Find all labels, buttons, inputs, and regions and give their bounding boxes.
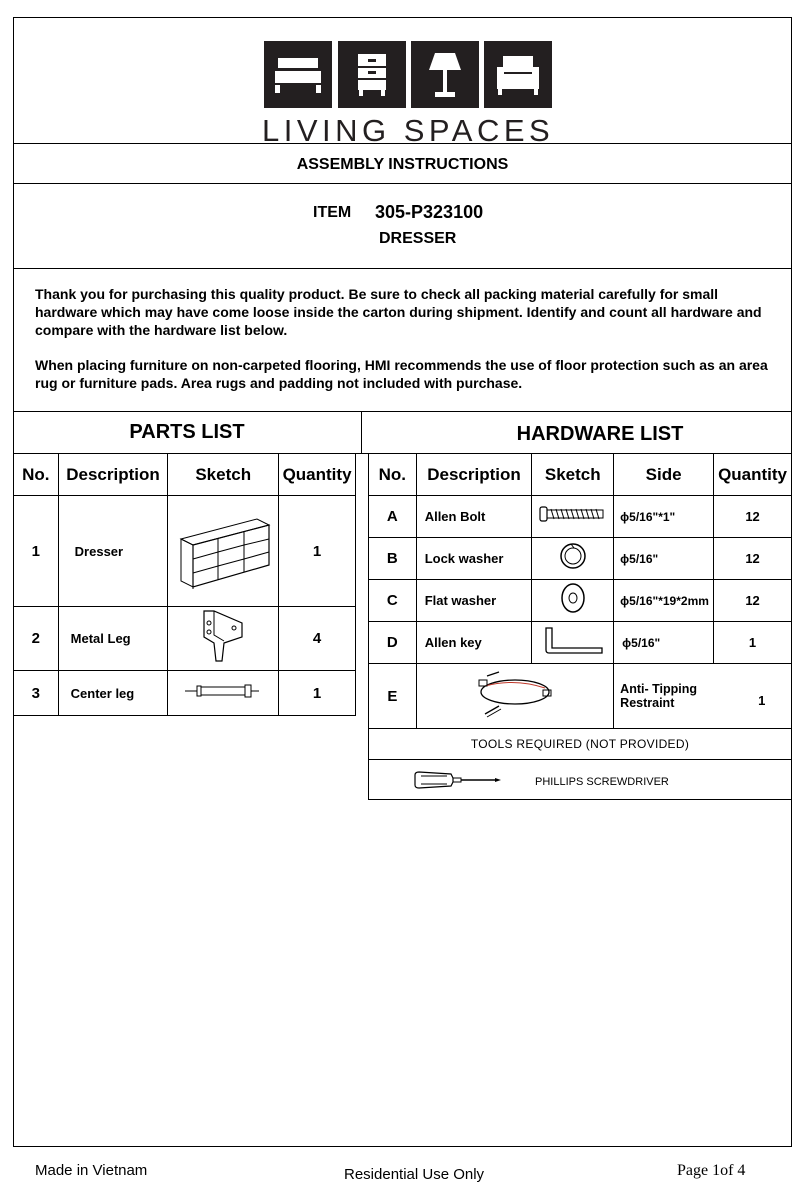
- hardware-description: Flat washer: [416, 580, 532, 622]
- table-row: [14, 607, 356, 671]
- residential-use-label: Residential Use Only: [344, 1166, 485, 1183]
- restraint-details: [614, 664, 792, 729]
- hardware-table: [368, 453, 792, 800]
- part-description: Dresser: [58, 496, 168, 607]
- part-description: Center leg: [58, 671, 168, 716]
- divider: [13, 411, 792, 412]
- dresser-sketch: [168, 496, 279, 607]
- allen-key-sketch: [532, 622, 614, 664]
- hardware-quantity: 1: [758, 692, 766, 708]
- page-number: Page 1of 4: [677, 1162, 746, 1179]
- table-row: [369, 580, 792, 622]
- header-no: No.: [14, 454, 59, 496]
- hardware-description: Allen Bolt: [416, 496, 532, 538]
- table-row: [369, 622, 792, 664]
- table-row: [14, 671, 356, 716]
- hardware-no: D: [369, 622, 417, 664]
- header-sketch: Sketch: [532, 454, 614, 496]
- item-label: ITEM: [313, 204, 352, 221]
- metal-leg-sketch: [168, 607, 279, 671]
- table-row: [369, 496, 792, 538]
- hardware-no: B: [369, 538, 417, 580]
- hardware-quantity: 12: [714, 580, 792, 622]
- intro-paragraph: When placing furniture on non-carpeted flooring, HMI recommends the use of floor protection such as an area rug or furniture pads. Area rugs and padding not included with purchase.: [35, 357, 768, 391]
- restraint-sketch: [416, 664, 613, 729]
- lamp-icon: [411, 41, 479, 108]
- made-in-label: Made in Vietnam: [35, 1162, 148, 1179]
- header-description: Description: [58, 454, 168, 496]
- header-quantity: Quantity: [279, 454, 356, 496]
- hardware-no: A: [369, 496, 417, 538]
- table-header-row: [369, 454, 792, 496]
- hardware-no: C: [369, 580, 417, 622]
- divider: [13, 143, 792, 144]
- part-quantity: 1: [279, 496, 356, 607]
- header-sketch: Sketch: [168, 454, 279, 496]
- intro-paragraph: Thank you for purchasing this quality product. Be sure to check all packing material carefully for small hardware which may have come loose inside the carton during shipment. Identify and count all hardware and compare with the hardware list below.: [35, 286, 762, 338]
- flat-washer-sketch: [532, 580, 614, 622]
- divider: [13, 183, 792, 184]
- hardware-description: Lock washer: [416, 538, 532, 580]
- header-description: Description: [416, 454, 532, 496]
- part-quantity: 1: [279, 671, 356, 716]
- part-quantity: 4: [279, 607, 356, 671]
- brand-name: LIVING SPACES: [262, 113, 555, 148]
- table-row: [14, 496, 356, 607]
- tool-cell: [369, 760, 792, 800]
- divider: [13, 268, 792, 269]
- screwdriver-icon: [413, 770, 503, 790]
- hardware-no: E: [369, 664, 417, 729]
- hardware-side: ϕ5/16": [614, 538, 714, 580]
- part-no: 1: [14, 496, 59, 607]
- hardware-quantity: 1: [714, 622, 792, 664]
- part-no: 3: [14, 671, 59, 716]
- parts-list-title: PARTS LIST: [129, 421, 245, 443]
- table-row: [369, 760, 792, 800]
- table-row: [369, 538, 792, 580]
- hardware-side: ϕ5/16"*19*2mm: [614, 580, 714, 622]
- hardware-quantity: 12: [714, 538, 792, 580]
- header-quantity: Quantity: [714, 454, 792, 496]
- header-side: Side: [614, 454, 714, 496]
- intro-text: [35, 285, 780, 392]
- header-no: No.: [369, 454, 417, 496]
- nightstand-icon: [338, 41, 406, 108]
- hardware-side: ϕ5/16": [614, 622, 714, 664]
- table-header-row: [14, 454, 356, 496]
- divider: [361, 411, 362, 453]
- hardware-list-title: HARDWARE LIST: [516, 423, 684, 445]
- table-row: [369, 664, 792, 729]
- parts-table: [13, 453, 356, 716]
- hardware-description: Anti- Tipping Restraint: [620, 682, 698, 710]
- lock-washer-sketch: [532, 538, 614, 580]
- bolt-sketch: [532, 496, 614, 538]
- hardware-description: Allen key: [416, 622, 532, 664]
- tools-required-label: TOOLS REQUIRED (NOT PROVIDED): [369, 729, 792, 760]
- hardware-side: ϕ5/16"*1": [614, 496, 714, 538]
- center-leg-sketch: [168, 671, 279, 716]
- hardware-quantity: 12: [714, 496, 792, 538]
- table-row: [369, 729, 792, 760]
- part-description: Metal Leg: [58, 607, 168, 671]
- tool-label: PHILLIPS SCREWDRIVER: [535, 775, 669, 788]
- page-title: ASSEMBLY INSTRUCTIONS: [296, 156, 509, 173]
- item-name: DRESSER: [379, 230, 457, 247]
- part-no: 2: [14, 607, 59, 671]
- armchair-icon: [484, 41, 552, 108]
- item-number: 305-P323100: [375, 202, 484, 222]
- bed-icon: [264, 41, 332, 108]
